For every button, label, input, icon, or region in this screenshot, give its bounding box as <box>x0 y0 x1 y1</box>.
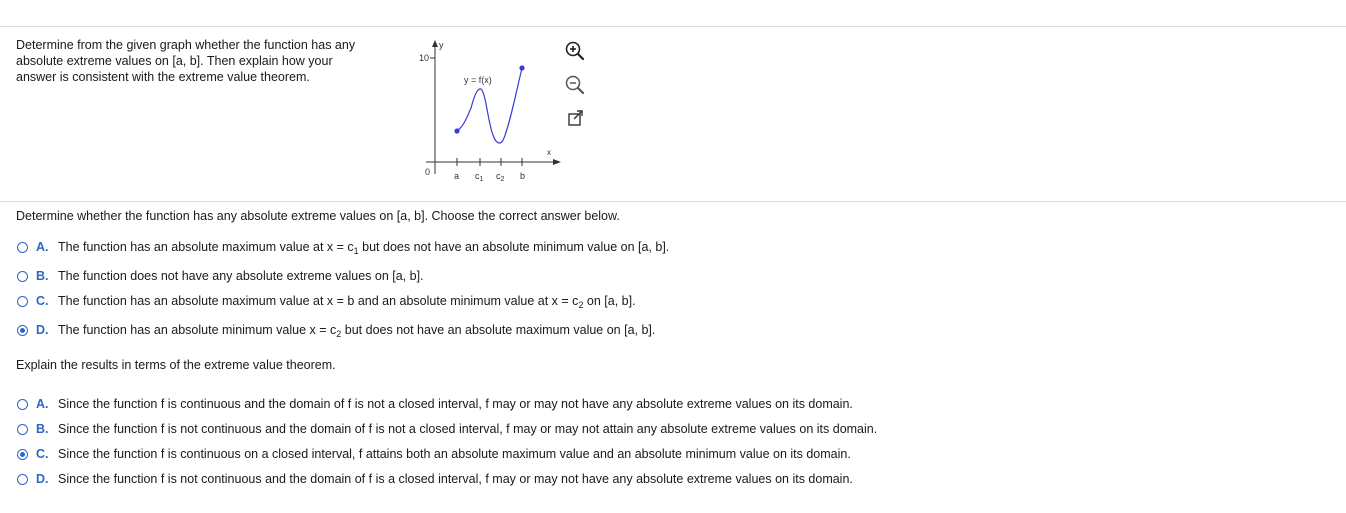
x-tick-label-b: b <box>520 171 526 181</box>
option-text: Since the function f is not continuous and the domain of f is not a closed interval, f may or may not attain any absolute extreme values on its domain. <box>58 422 878 436</box>
radio-button[interactable] <box>17 474 28 485</box>
x-tick-label-a: a <box>454 171 460 181</box>
question-1-text: Determine whether the function has any absolute extreme values on [a, b]. Choose the correct answer below. <box>16 209 620 223</box>
radio-button[interactable] <box>17 242 28 253</box>
top-divider <box>0 26 1346 27</box>
option-text: The function has an absolute maximum value at $x = c_1$ but does not have an absolute minimum value on [a, b]. <box>58 240 670 256</box>
q1-option-a[interactable]: A. The function has an absolute maximum value at $x = c_1$ but does not have an absolute minimum value on [a, b]. <box>17 240 669 254</box>
q2-option-a[interactable]: A. Since the function f is continuous and the domain of f is not a closed interval, f may or may not have any absolute extreme values on its domain. <box>17 397 853 411</box>
section-divider <box>0 201 1346 202</box>
origin-label: 0 <box>425 167 431 177</box>
radio-button-selected[interactable] <box>17 325 28 336</box>
option-text: Since the function f is continuous and the domain of f is not a closed interval, f may or may not have any absolute extreme values on its domain. <box>58 397 853 411</box>
x-axis-arrow-icon <box>553 159 561 165</box>
option-text: Since the function f is continuous on a closed interval, f attains both an absolute maximum value and an absolute minimum value on its domain. <box>58 447 851 461</box>
option-text: The function has an absolute minimum value $x = c_2$ but does not have an absolute maximum value on [a, b]. <box>58 323 656 339</box>
x-tick-label-c2: $c_2$ <box>496 171 505 183</box>
zoom-in-button[interactable] <box>562 38 588 64</box>
prompt-line: answer is consistent with the extreme value theorem. <box>16 70 310 84</box>
radio-button[interactable] <box>17 271 28 282</box>
function-graph <box>414 38 564 188</box>
x-axis-label: x <box>547 148 551 157</box>
y-axis-arrow-icon <box>432 40 438 47</box>
prompt-line: Determine from the given graph whether the function has any <box>16 38 356 52</box>
q1-option-b[interactable]: B. The function does not have any absolute extreme values on [a, b]. <box>17 269 424 283</box>
problem-prompt <box>16 37 386 85</box>
radio-button[interactable] <box>17 296 28 307</box>
x-tick-label-c1: $c_1$ <box>475 171 484 183</box>
q2-option-c[interactable]: C. Since the function f is continuous on a closed interval, f attains both an absolute maximum value and an absolute minimum value on its domain. <box>17 447 851 461</box>
radio-button[interactable] <box>17 399 28 410</box>
function-label: y = f(x) <box>464 75 492 85</box>
prompt-line: absolute extreme values on [a, b]. Then explain how your <box>16 54 333 68</box>
question-2-text: Explain the results in terms of the extreme value theorem. <box>16 358 336 372</box>
option-text: Since the function f is not continuous and the domain of f is a closed interval, f may or may not have any absolute extreme values on its domain. <box>58 472 853 486</box>
popout-button[interactable] <box>562 106 588 132</box>
zoom-in-icon <box>562 38 588 64</box>
endpoint-b-dot <box>519 65 524 70</box>
y-axis-label: y <box>439 40 444 50</box>
radio-button-selected[interactable] <box>17 449 28 460</box>
q1-option-d[interactable]: D. The function has an absolute minimum value $x = c_2$ but does not have an absolute maximum value on [a, b]. <box>17 323 655 337</box>
popout-icon <box>562 106 588 132</box>
option-text: The function does not have any absolute extreme values on [a, b]. <box>58 269 424 283</box>
radio-button[interactable] <box>17 424 28 435</box>
q1-option-c[interactable]: C. The function has an absolute maximum value at x = b and an absolute minimum value at $x = c_2$ on [a, b]. <box>17 294 636 308</box>
zoom-out-button[interactable] <box>562 72 588 98</box>
q2-option-d[interactable]: D. Since the function f is not continuous and the domain of f is a closed interval, f may or may not have any absolute extreme values on its domain. <box>17 472 853 486</box>
option-text: The function has an absolute maximum value at x = b and an absolute minimum value at $x = c_2$ on [a, b]. <box>58 294 636 310</box>
y-tick-label: 10 <box>419 53 430 63</box>
q2-option-b[interactable]: B. Since the function f is not continuous and the domain of f is not a closed interval, f may or may not attain any absolute extreme values on its domain. <box>17 422 877 436</box>
zoom-out-icon <box>562 72 588 98</box>
endpoint-a-dot <box>454 128 459 133</box>
